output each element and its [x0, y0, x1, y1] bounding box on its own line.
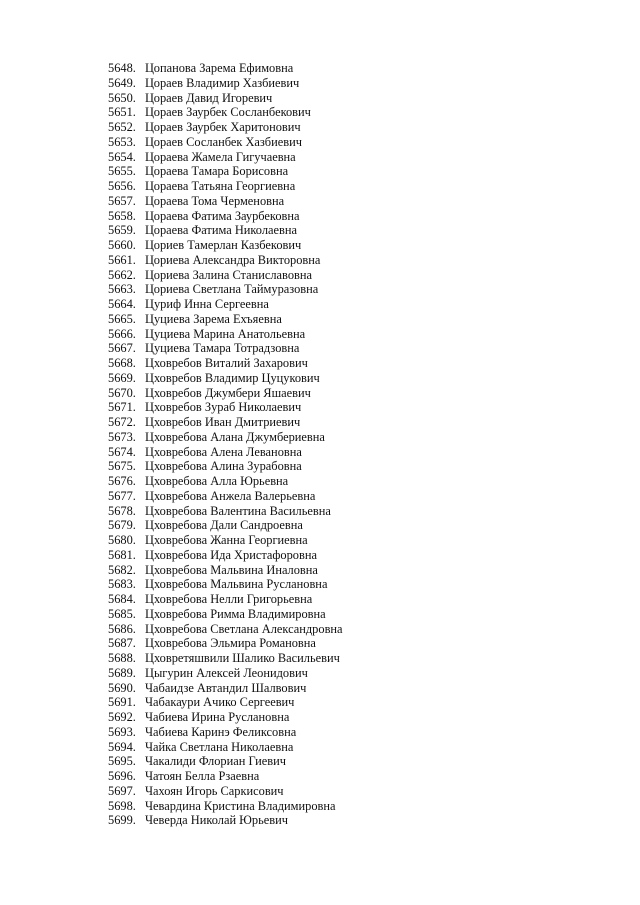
entry-number: 5655. [108, 164, 136, 179]
entry-number: 5678. [108, 503, 136, 518]
list-item [108, 651, 343, 666]
entry-name: Цховребов Виталий Захарович [145, 356, 308, 370]
entry-number: 5666. [108, 326, 136, 341]
list-item [108, 238, 343, 253]
list-item [108, 474, 343, 489]
entry-number: 5658. [108, 208, 136, 223]
entry-number: 5653. [108, 134, 136, 149]
entry-number: 5696. [108, 769, 136, 783]
list-item [108, 577, 343, 592]
entry-name: Цориева Залина Станиславовна [145, 267, 313, 282]
list-item [108, 636, 343, 651]
entry-name: Цховребов Владимир Цуцукович [145, 370, 320, 385]
entry-number: 5685. [108, 606, 136, 621]
list-item [108, 179, 343, 194]
list-item [108, 710, 343, 725]
list-item [108, 253, 343, 268]
entry-name: Цориева Александра Викторовна [145, 252, 321, 267]
list-item [108, 223, 343, 238]
entry-name: Цуциева Зарема Ехъяевна [145, 311, 282, 326]
list-item [108, 695, 343, 710]
list-item [108, 400, 343, 415]
entry-number: 5672. [108, 415, 136, 429]
entry-name: Цуциева Марина Анатольевна [145, 326, 306, 341]
list-item [108, 769, 343, 784]
list-item [108, 518, 343, 533]
entry-name: Цховребова Дали Сандроевна [145, 518, 303, 533]
entry-name: Цораев Заурбек Харитонович [145, 120, 301, 134]
entry-number: 5648. [108, 61, 136, 75]
entry-name: Цховребова Алина Зурабовна [145, 459, 302, 474]
entry-number: 5682. [108, 562, 136, 577]
entry-name: Цховребова Жанна Георгиевна [145, 533, 308, 547]
entry-number: 5674. [108, 444, 136, 459]
entry-name: Цораева Фатима Заурбековна [145, 208, 300, 223]
entry-name: Цораев Давид Игоревич [145, 90, 273, 105]
entry-number: 5691. [108, 695, 136, 710]
entry-number: 5660. [108, 238, 136, 252]
entry-number: 5687. [108, 636, 136, 651]
list-item [108, 548, 343, 563]
list-item [108, 356, 343, 371]
entry-number: 5683. [108, 577, 136, 592]
entry-name: Чайка Светлана Николаевна [145, 739, 294, 754]
list-item [108, 563, 343, 578]
entry-number: 5680. [108, 533, 136, 547]
entry-name: Чеверда Николай Юрьевич [145, 813, 288, 828]
entry-number: 5675. [108, 459, 136, 474]
entry-name: Цховребова Алена Левановна [145, 444, 302, 459]
entry-name: Цораева Татьяна Георгиевна [145, 179, 296, 193]
entry-number: 5689. [108, 665, 136, 680]
entry-number: 5686. [108, 621, 136, 636]
entry-number: 5669. [108, 370, 136, 385]
entry-name: Чакалиди Флориан Гиевич [145, 754, 286, 769]
list-item [108, 312, 343, 327]
entry-number: 5694. [108, 739, 136, 754]
list-item [108, 194, 343, 209]
list-item [108, 341, 343, 356]
entry-number: 5695. [108, 754, 136, 769]
list-item [108, 813, 343, 828]
entry-number: 5663. [108, 282, 136, 297]
entry-name: Цуциева Тамара Тотрадзовна [145, 341, 300, 356]
list-item [108, 120, 343, 135]
entry-number: 5684. [108, 592, 136, 606]
list-item [108, 681, 343, 696]
entry-name: Цораева Тамара Борисовна [145, 164, 289, 179]
list-item [108, 105, 343, 120]
list-item [108, 445, 343, 460]
list-item [108, 622, 343, 637]
entry-name: Цховребова Алла Юрьевна [145, 474, 289, 488]
list-item [108, 430, 343, 445]
entry-name: Цораев Сосланбек Хазбиевич [145, 134, 302, 149]
entry-number: 5651. [108, 105, 136, 120]
entry-name: Чабиева Ирина Руслановна [145, 710, 290, 724]
list-item [108, 282, 343, 297]
entry-number: 5677. [108, 488, 136, 503]
entry-number: 5654. [108, 149, 136, 164]
entry-name: Цховребова Мальвина Руслановна [145, 577, 328, 592]
entry-name: Цховребов Иван Дмитриевич [145, 415, 301, 429]
list-item [108, 533, 343, 548]
entry-name: Цховребова Мальвина Иналовна [145, 562, 318, 577]
entry-number: 5662. [108, 267, 136, 282]
entry-name: Цховретяшвили Шалико Васильевич [145, 651, 340, 665]
entry-number: 5657. [108, 193, 136, 208]
list-item [108, 268, 343, 283]
list-item [108, 386, 343, 401]
list-item [108, 489, 343, 504]
list-item [108, 754, 343, 769]
list-item [108, 504, 343, 519]
entry-name: Чабакаури Ачико Сергеевич [145, 695, 295, 710]
entry-number: 5667. [108, 341, 136, 356]
list-item [108, 666, 343, 681]
entry-name: Цуриф Инна Сергеевна [145, 297, 269, 311]
entry-name: Цховребова Нелли Григорьевна [145, 592, 313, 606]
entry-name: Цховребова Алана Джумбериевна [145, 429, 325, 444]
list-item [108, 592, 343, 607]
entry-number: 5673. [108, 429, 136, 444]
entry-name: Цховребова Светлана Александровна [145, 621, 343, 636]
list-item [108, 61, 343, 76]
entry-number: 5664. [108, 297, 136, 311]
entry-number: 5652. [108, 120, 136, 134]
entry-number: 5656. [108, 179, 136, 193]
entry-name: Цораев Владимир Хазбиевич [145, 75, 300, 90]
list-item [108, 784, 343, 799]
entry-name: Чахоян Игорь Саркисович [145, 783, 284, 798]
entry-name: Цховребов Джумбери Яшаевич [145, 385, 311, 400]
entry-number: 5699. [108, 813, 136, 828]
entry-name: Цораева Тома Черменовна [145, 193, 285, 208]
entry-name: Чабаидзе Автандил Шалвович [145, 680, 307, 695]
list-item [108, 371, 343, 386]
list-item [108, 415, 343, 430]
entry-number: 5668. [108, 356, 136, 370]
entry-number: 5698. [108, 798, 136, 813]
entry-name: Цховребов Зураб Николаевич [145, 400, 302, 415]
entry-name: Чатоян Белла Рзаевна [145, 769, 260, 783]
list-item [108, 459, 343, 474]
name-list [108, 61, 343, 828]
entry-number: 5692. [108, 710, 136, 724]
list-item [108, 135, 343, 150]
list-item [108, 297, 343, 312]
list-item [108, 209, 343, 224]
entry-name: Цориев Тамерлан Казбекович [145, 238, 302, 252]
list-item [108, 740, 343, 755]
entry-name: Цыгурин Алексей Леонидович [145, 665, 308, 680]
entry-name: Цховребова Ида Христафоровна [145, 547, 317, 562]
entry-number: 5697. [108, 783, 136, 798]
entry-name: Цораева Жамела Гигучаевна [145, 149, 296, 164]
entry-number: 5681. [108, 547, 136, 562]
entry-name: Цориева Светлана Таймуразовна [145, 282, 319, 297]
entry-name: Цораева Фатима Николаевна [145, 223, 297, 238]
list-item [108, 76, 343, 91]
entry-number: 5649. [108, 75, 136, 90]
list-item [108, 164, 343, 179]
entry-number: 5650. [108, 90, 136, 105]
entry-name: Чабиева Каринэ Феликсовна [145, 724, 297, 739]
entry-name: Цховребова Валентина Васильевна [145, 503, 331, 518]
entry-number: 5665. [108, 311, 136, 326]
entry-number: 5693. [108, 724, 136, 739]
entry-number: 5659. [108, 223, 136, 238]
entry-number: 5676. [108, 474, 136, 488]
list-item [108, 607, 343, 622]
list-item [108, 91, 343, 106]
entry-number: 5690. [108, 680, 136, 695]
entry-name: Цховребова Римма Владимировна [145, 606, 326, 621]
list-item [108, 725, 343, 740]
entry-name: Цопанова Зарема Ефимовна [145, 61, 294, 75]
entry-number: 5661. [108, 252, 136, 267]
entry-name: Чевардина Кристина Владимировна [145, 798, 336, 813]
entry-number: 5671. [108, 400, 136, 415]
list-item [108, 327, 343, 342]
list-item [108, 150, 343, 165]
entry-number: 5670. [108, 385, 136, 400]
entry-number: 5679. [108, 518, 136, 533]
entry-name: Цораев Заурбек Сосланбекович [145, 105, 311, 120]
entry-name: Цховребова Анжела Валерьевна [145, 488, 316, 503]
entry-name: Цховребова Эльмира Романовна [145, 636, 316, 651]
list-item [108, 799, 343, 814]
entry-number: 5688. [108, 651, 136, 665]
